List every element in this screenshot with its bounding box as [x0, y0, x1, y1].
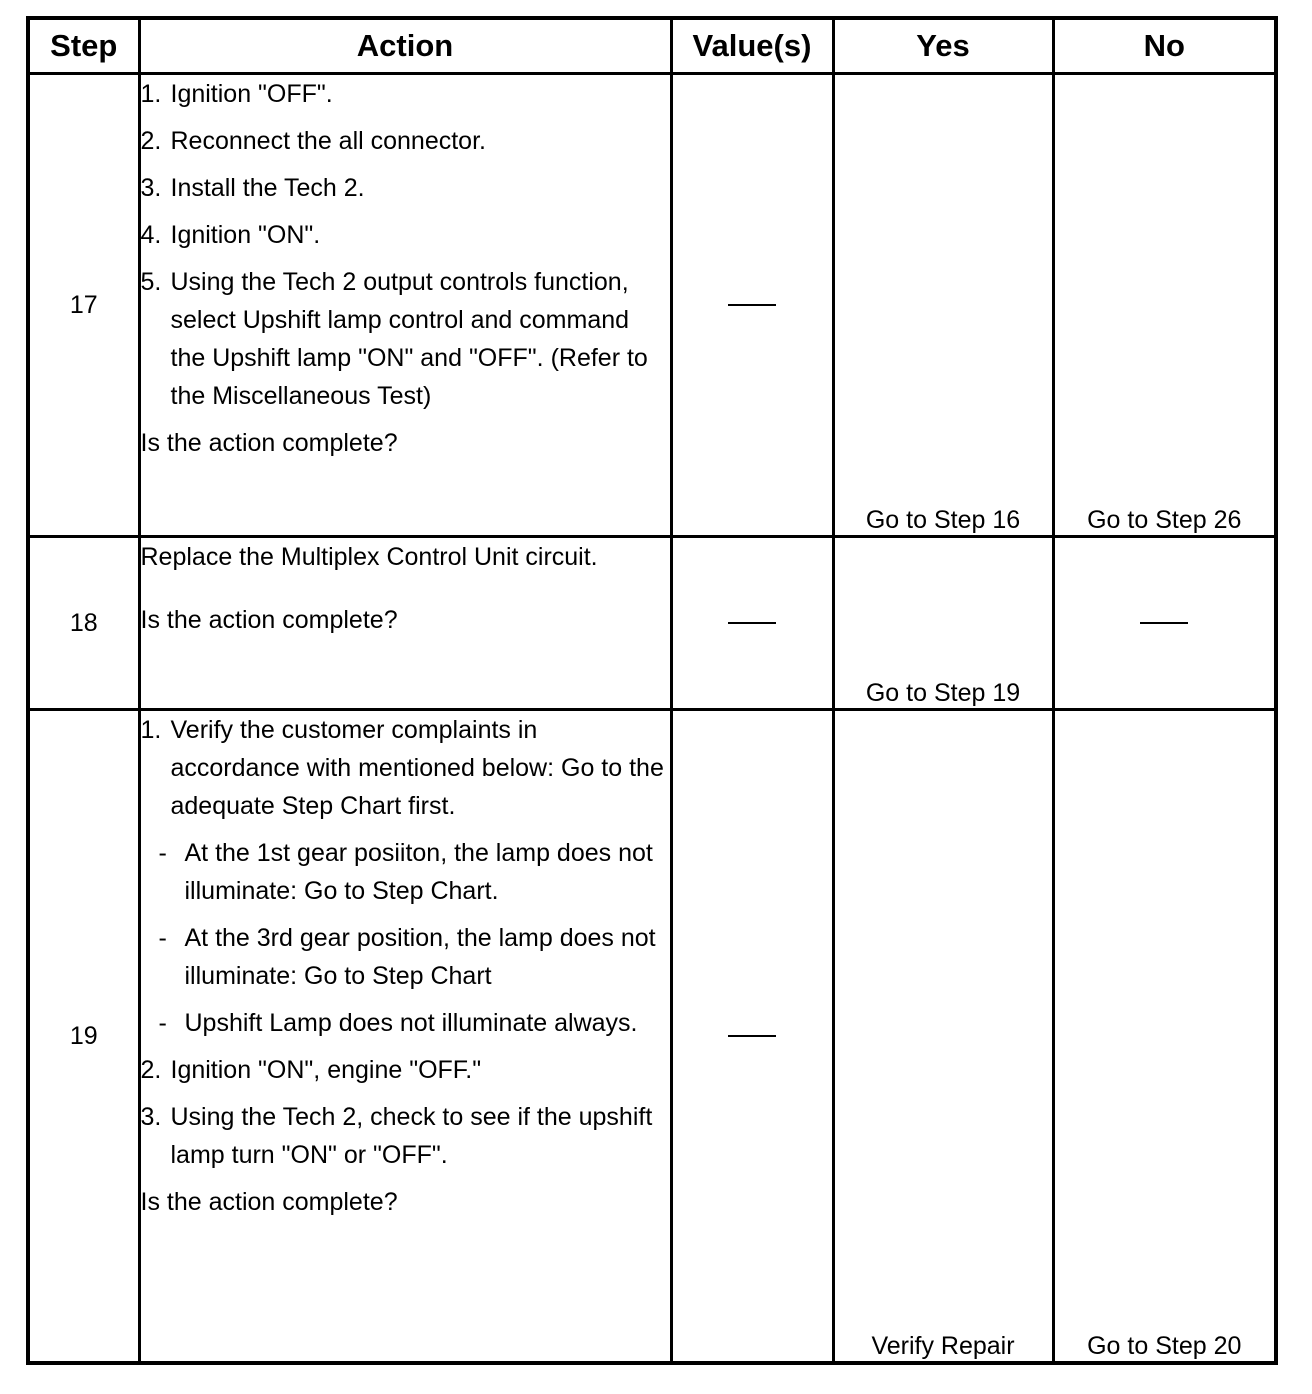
bullet-mark: -	[158, 924, 167, 952]
action-text: Install the Tech 2.	[170, 174, 365, 202]
action-item	[141, 122, 670, 160]
action-item	[141, 216, 670, 254]
header-action: Action	[139, 18, 671, 74]
action-text: Using the Tech 2, check to see if the upshift lamp turn "ON" or "OFF".	[170, 1103, 653, 1169]
action-cell	[139, 537, 671, 710]
action-num: 2.	[140, 1056, 162, 1084]
step-number: 19	[28, 710, 139, 1364]
action-num: 1.	[140, 80, 162, 108]
action-item	[141, 1051, 670, 1089]
action-text: Verify the customer complaints in accordance with mentioned below: Go to the adequate Step Chart first.	[170, 716, 664, 820]
action-question: Is the action complete?	[140, 606, 398, 634]
action-question: Is the action complete?	[140, 1188, 398, 1216]
action-item	[141, 75, 670, 113]
action-item	[141, 169, 670, 207]
action-item	[141, 711, 670, 825]
action-num: 5.	[140, 268, 162, 296]
bullet-item	[159, 1004, 670, 1042]
bullet-text: Upshift Lamp does not illuminate always.	[184, 1009, 638, 1037]
no-result: Go to Step 20	[1053, 710, 1276, 1364]
bullet-text: At the 1st gear posiiton, the lamp does not illuminate: Go to Step Chart.	[184, 839, 653, 905]
action-text: Ignition "ON".	[170, 221, 321, 249]
value-cell	[671, 537, 833, 710]
yes-result: Go to Step 19	[833, 537, 1053, 710]
table-row	[28, 537, 1276, 710]
action-num: 4.	[140, 221, 162, 249]
action-cell	[139, 74, 671, 537]
header-values: Value(s)	[671, 18, 833, 74]
no-result	[1053, 537, 1276, 710]
dash-mark	[728, 622, 776, 624]
action-text: Replace the Multiplex Control Unit circuit.	[140, 543, 598, 571]
bullet-mark: -	[158, 1009, 167, 1037]
action-num: 2.	[140, 127, 162, 155]
dash-mark	[728, 304, 776, 306]
bullet-item	[159, 919, 670, 995]
dash-mark	[1140, 622, 1188, 624]
header-yes: Yes	[833, 18, 1053, 74]
action-text: Reconnect the all connector.	[170, 127, 486, 155]
step-number: 17	[28, 74, 139, 537]
bullet-mark: -	[158, 839, 167, 867]
no-result: Go to Step 26	[1053, 74, 1276, 537]
action-item	[141, 1098, 670, 1174]
dash-mark	[728, 1035, 776, 1037]
action-num: 3.	[140, 1103, 162, 1131]
action-cell	[139, 710, 671, 1364]
action-item	[141, 263, 670, 415]
action-question: Is the action complete?	[140, 429, 398, 457]
action-num: 3.	[140, 174, 162, 202]
table-row	[28, 74, 1276, 537]
header-step: Step	[28, 18, 139, 74]
action-text: Ignition "OFF".	[170, 80, 333, 108]
action-num: 1.	[140, 716, 162, 744]
action-text: Using the Tech 2 output controls function, select Upshift lamp control and command the Upshift lamp "ON" and "OFF". (Refer to the Miscellaneous Test)	[170, 268, 648, 410]
step-number: 18	[28, 537, 139, 710]
yes-result: Verify Repair	[833, 710, 1053, 1364]
bullet-item	[159, 834, 670, 910]
action-text: Ignition "ON", engine "OFF."	[170, 1056, 482, 1084]
table-row	[28, 710, 1276, 1364]
value-cell	[671, 74, 833, 537]
header-row	[28, 18, 1276, 74]
diagnostic-table	[26, 16, 1278, 1365]
bullet-text: At the 3rd gear position, the lamp does not illuminate: Go to Step Chart	[184, 924, 656, 990]
value-cell	[671, 710, 833, 1364]
yes-result: Go to Step 16	[833, 74, 1053, 537]
header-no: No	[1053, 18, 1276, 74]
